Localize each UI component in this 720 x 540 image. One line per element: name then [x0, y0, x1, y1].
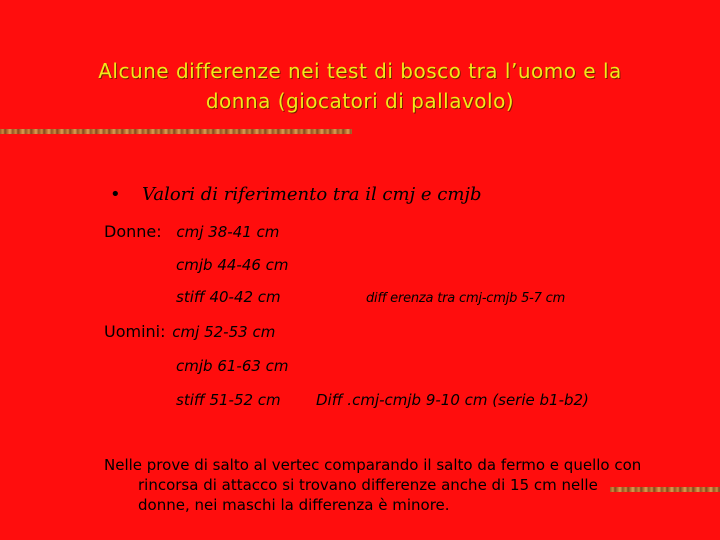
bullet-text: Valori di riferimento tra il cmj e cmjb [142, 184, 482, 205]
paragraph [104, 455, 704, 515]
uomini-cmjb: cmjb 61-63 cm [176, 357, 289, 375]
decorative-rule-top [0, 129, 352, 134]
uomini-diff: Diff .cmj-cmjb 9-10 cm (serie b1-b2) [316, 391, 589, 409]
paragraph-line-1: Nelle prove di salto al vertec comparando il salto da fermo e quello con [104, 456, 642, 474]
title-line-2: donna (giocatori di pallavolo) [205, 89, 515, 113]
donne-diff: diff erenza tra cmj-cmjb 5-7 cm [366, 291, 566, 306]
uomini-stiff: stiff 51-52 cm [176, 391, 281, 409]
paragraph-line-3: donne, nei maschi la differenza è minore. [138, 496, 450, 514]
uomini-label: Uomini: [104, 322, 166, 341]
title-line-1: Alcune differenze nei test di bosco tra l’uomo e la [98, 59, 622, 83]
decorative-rule-bottom [610, 487, 720, 492]
uomini-row [104, 322, 275, 341]
bullet-dot-icon: • [110, 184, 121, 205]
uomini-cmj: cmj 52-53 cm [172, 323, 276, 341]
donne-cmjb: cmjb 44-46 cm [176, 256, 289, 274]
bullet-item [110, 184, 482, 205]
slide-title [20, 56, 700, 116]
donne-stiff: stiff 40-42 cm [176, 288, 281, 306]
donne-label: Donne: [104, 222, 162, 241]
donne-cmj: cmj 38-41 cm [176, 223, 280, 241]
paragraph-line-2: rincorsa di attacco si trovano differenze anche di 15 cm nelle [138, 476, 598, 494]
donne-row [104, 222, 279, 241]
